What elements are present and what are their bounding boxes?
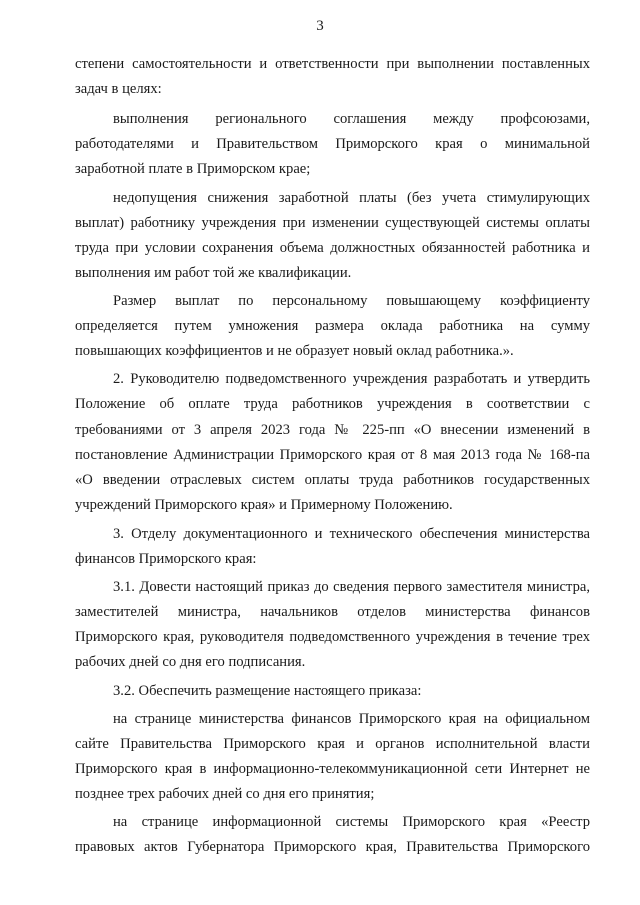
text-line: выполнения им работ той же квалификации. — [75, 265, 352, 281]
text-line: заместителей министра, начальников отделов министерства финансов — [75, 604, 590, 620]
text-line: правовых актов Губернатора Приморского края, Правительства Приморского — [75, 839, 590, 855]
text-line: рабочих дней со дня его подписания. — [75, 654, 306, 670]
text-line: недопущения снижения заработной платы (без учета стимулирующих — [113, 190, 590, 206]
text-line: труда при условии сохранения объема должностных обязанностей работника и — [75, 240, 590, 256]
text-line: Положение об оплате труда работников учреждения в соответствии с — [75, 396, 590, 412]
text-line: сайте Правительства Приморского края и органов исполнительной власти — [75, 736, 590, 752]
text-line: на странице министерства финансов Приморского края на официальном — [113, 711, 590, 727]
text-line: на странице информационной системы Приморского края «Реестр — [113, 814, 590, 830]
text-line: постановление Администрации Приморского края от 8 мая 2013 года № 168-па — [75, 447, 590, 463]
text-line: 2. Руководителю подведомственного учреждения разработать и утвердить — [113, 371, 590, 387]
text-line: требованиями от 3 апреля 2023 года № 225-пп «О внесении изменений в — [75, 422, 590, 438]
text-line: выплат) работнику учреждения при изменении существующей системы оплаты — [75, 215, 590, 231]
text-line: финансов Приморского края: — [75, 551, 257, 567]
text-line: учреждений Приморского края» и Примерному Положению. — [75, 497, 453, 513]
text-line: 3. Отделу документационного и технического обеспечения министерства — [113, 526, 590, 542]
text-line: работодателями и Правительством Приморского края о минимальной — [75, 136, 590, 152]
text-line: 3.2. Обеспечить размещение настоящего приказа: — [113, 683, 422, 699]
text-line: «О введении отраслевых систем оплаты труда работников государственных — [75, 472, 590, 488]
text-line: 3.1. Довести настоящий приказ до сведения первого заместителя министра, — [113, 579, 590, 595]
page-number: 3 — [316, 18, 324, 34]
text-line: позднее трех рабочих дней со дня его принятия; — [75, 786, 375, 802]
text-line: определяется путем умножения размера оклада работника на сумму — [75, 318, 590, 334]
text-line: Приморского края в информационно-телекоммуникационной сети Интернет не — [75, 761, 590, 777]
text-line: Приморского края, руководителя подведомственного учреждения в течение трех — [75, 629, 590, 645]
text-line: степени самостоятельности и ответственности при выполнении поставленных — [75, 56, 590, 72]
text-line: выполнения регионального соглашения между профсоюзами, — [113, 111, 590, 127]
text-line: Размер выплат по персональному повышающему коэффициенту — [113, 293, 590, 309]
text-line: повышающих коэффициентов и не образует новый оклад работника.». — [75, 343, 514, 359]
text-line: заработной плате в Приморском крае; — [75, 161, 311, 177]
text-line: задач в целях: — [75, 81, 162, 97]
